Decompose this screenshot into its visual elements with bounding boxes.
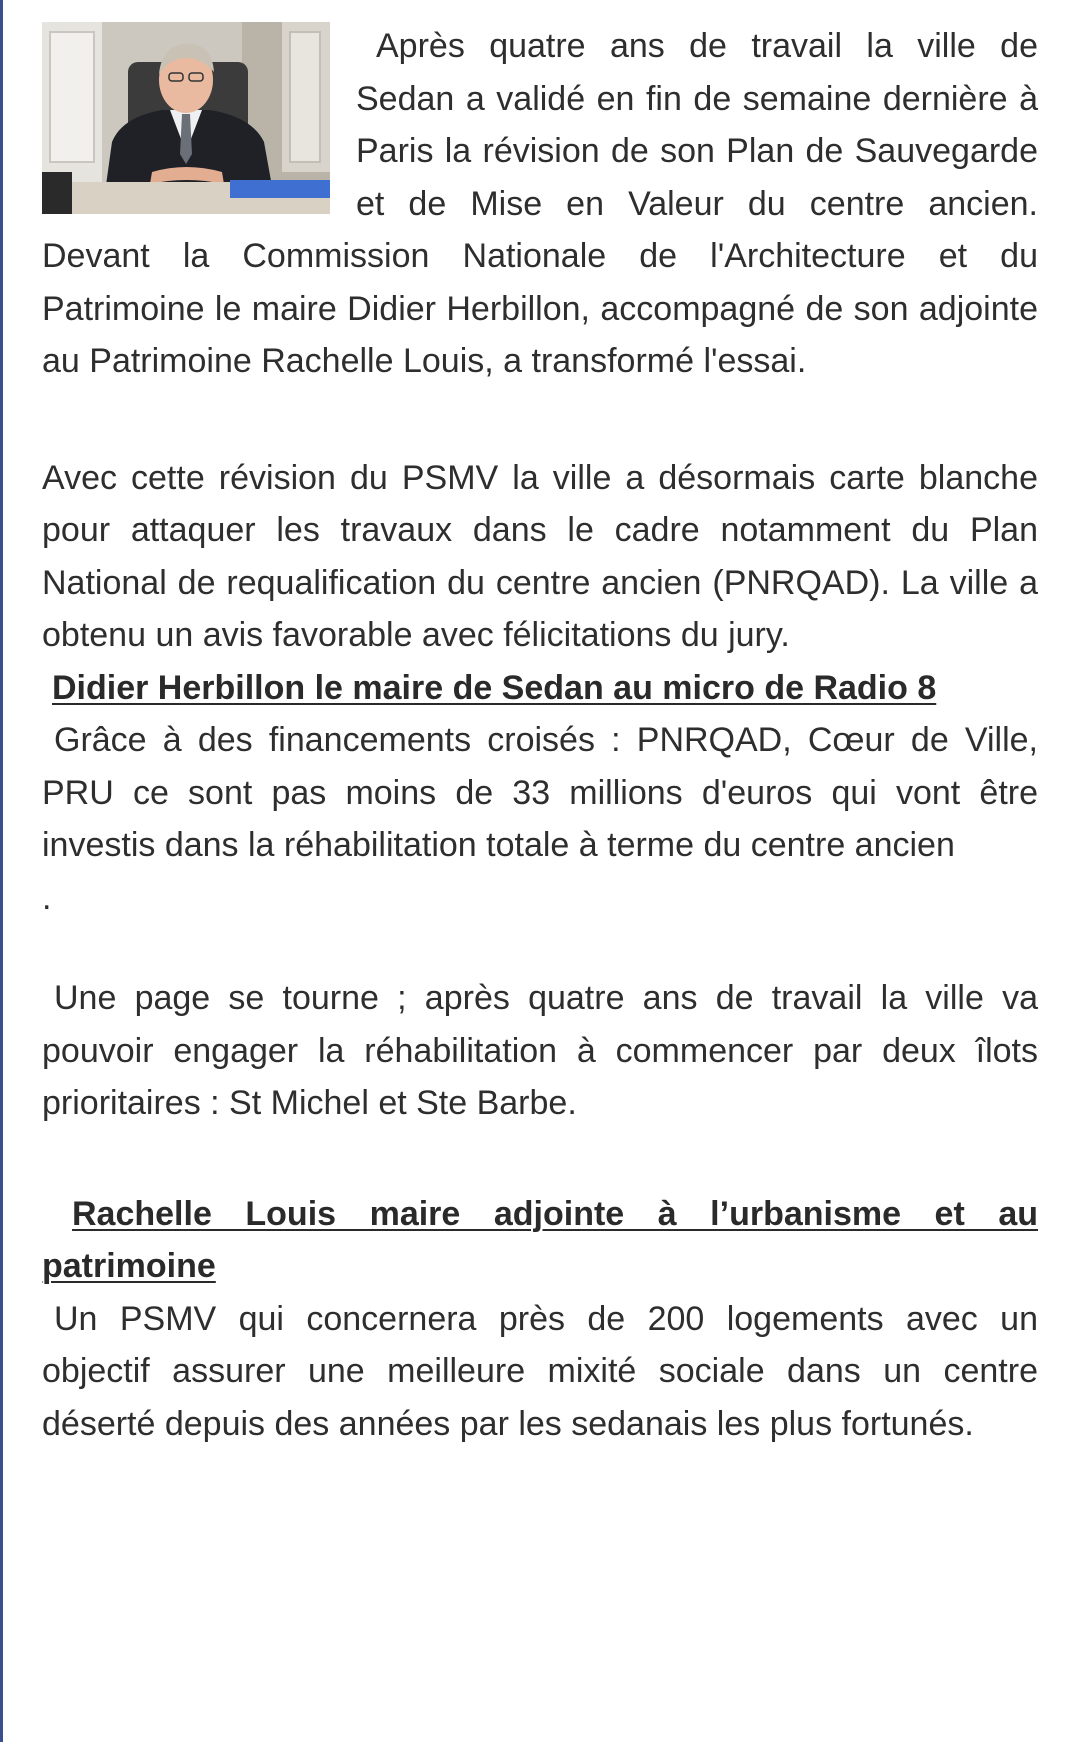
paragraph-psmv-revision: Avec cette révision du PSMV la ville a désormais carte blanche pour attaquer les travaux dans le cadre notamment du Plan National de requalification du centre ancien (PNRQAD). La ville a obtenu un avis favorable avec félicitations du jury. xyxy=(42,458,1038,654)
heading-mayor-radio[interactable]: Didier Herbillon le maire de Sedan au micro de Radio 8 xyxy=(52,668,937,707)
paragraph-financing-trailing: . xyxy=(42,878,52,917)
paragraph-spacer xyxy=(42,388,1038,452)
heading-deputy-mayor[interactable]: Rachelle Louis maire adjointe à l’urbanisme et au patrimoine xyxy=(42,1194,1038,1285)
portrait-photo xyxy=(42,22,330,214)
paragraph-spacer xyxy=(42,924,1038,972)
paragraph-financing: Grâce à des financements croisés : PNRQAD, Cœur de Ville, PRU ce sont pas moins de 33 millions d'euros qui vont être investis dans la réhabilitation totale à terme du centre ancien xyxy=(42,721,1038,864)
left-border-rule xyxy=(0,0,3,1742)
paragraph-page-turns: Une page se tourne ; après quatre ans de travail la ville va pouvoir engager la réhabilitation à commencer par deux îlots prioritaires : St Michel et Ste Barbe. xyxy=(42,979,1038,1122)
article-body xyxy=(42,20,1038,1450)
paragraph-intro: Après quatre ans de travail la ville de Sedan a validé en fin de semaine dernière à Paris la révision de son Plan de Sauvegarde et de Mise en Valeur du centre ancien. Devant la Commission Nationale de l'Architecture et du Patrimoine le maire Didier Herbillon, accompagné de son adjointe au Patrimoine Rachelle Louis, a transformé l'essai. xyxy=(42,27,1038,380)
paragraph-housing: Un PSMV qui concernera près de 200 logements avec un objectif assurer une meilleure mixité sociale dans un centre déserté depuis des années par les sedanais les plus fortunés. xyxy=(42,1299,1038,1443)
paragraph-spacer xyxy=(42,1130,1038,1188)
